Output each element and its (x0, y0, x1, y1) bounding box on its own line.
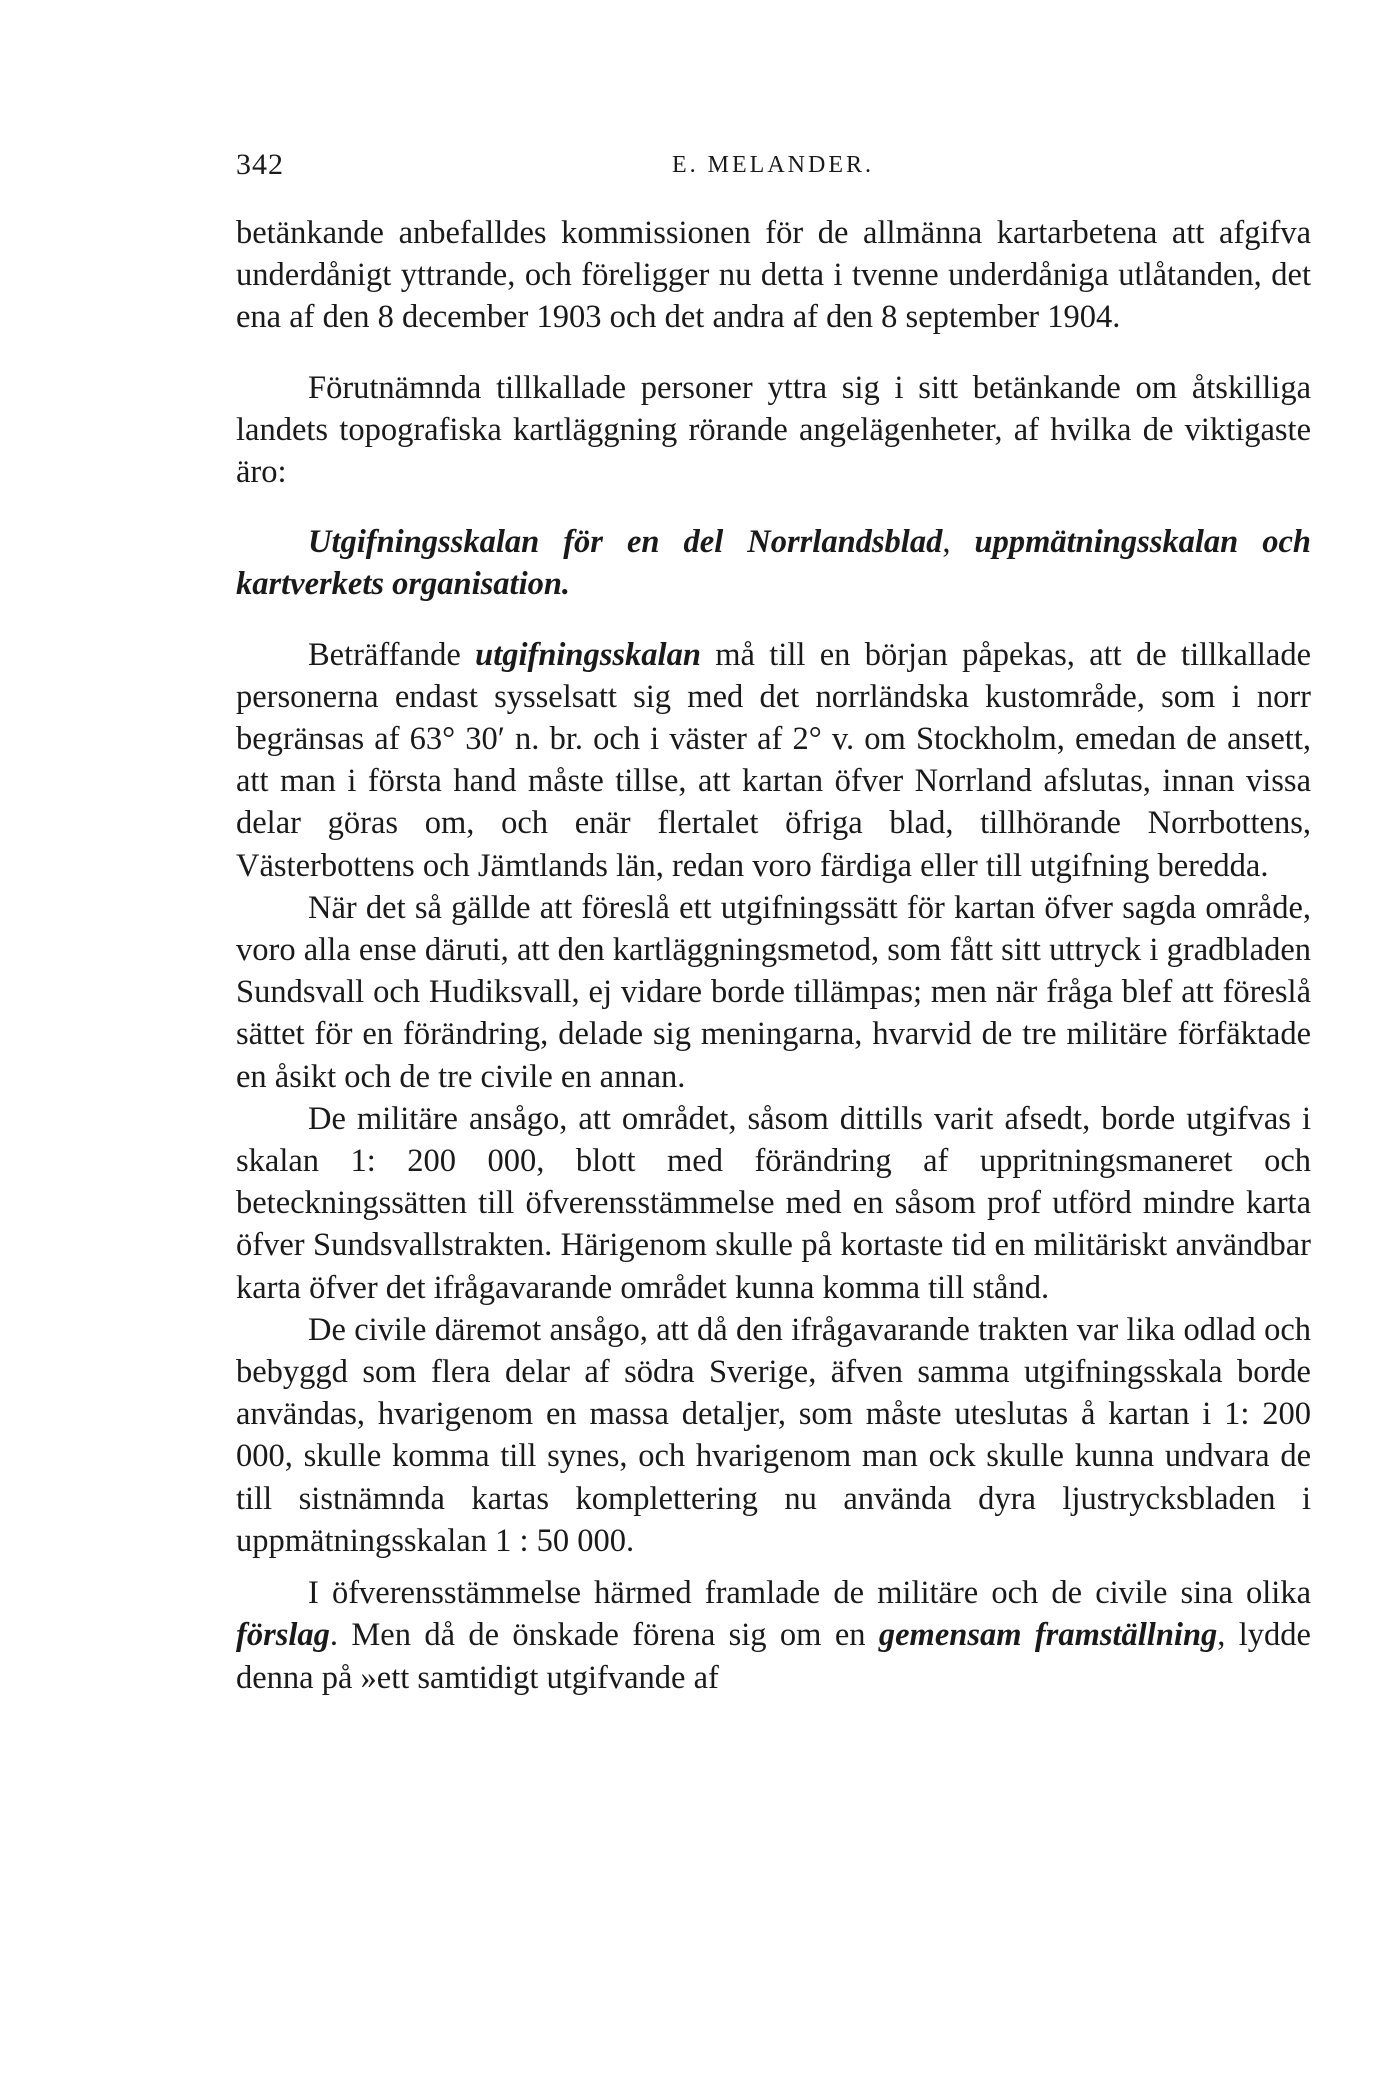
page-number: 342 (236, 148, 284, 181)
text-span: , lydde denna på »ett samtidigt utgifvande af (236, 1617, 1311, 1696)
text-span: , (942, 524, 975, 561)
italic-phrase: gemensam framställning (878, 1617, 1218, 1654)
text-span: må till en början påpekas, att de tillkallade personerna endast sysselsatt sig med det norrländska kustområde, som i norr begränsas af 63° 30′ n. br. och i väster af 2° v. om Stockholm, emedan de ansett, att man i första hand måste tillse, att kartan öfver Norrland afslutas, innan vissa delar göras om, och enär flertalet öfriga blad, tillhörande Norrbottens, Västerbottens och Jämtlands län, redan voro färdiga eller till utgifning beredda. (236, 636, 1311, 884)
text-span: I öfverensstämmelse härmed framlade de militäre och de civile sina olika (308, 1575, 1311, 1612)
paragraph-7: De civile däremot ansågo, att då den ifrågavarande trakten var lika odlad och bebyggd som flera delar af södra Sverige, äfven samma utgifningsskala borde användas, hvarigenom en massa detaljer, som måste uteslutas å kartan i 1: 200 000, skulle komma till synes, och hvarigenom man ock skulle kunna undvara de till sistnämnda kartas komplettering nu använda dyra ljustrycksbladen i uppmätningsskalan 1 : 50 000. (236, 1311, 1311, 1559)
running-head: E. MELANDER. (672, 152, 874, 178)
paragraph-4 (236, 634, 1311, 887)
page-header (236, 148, 1311, 188)
italic-phrase: utgifningsskalan (475, 636, 701, 673)
text-span: Beträffande (308, 636, 476, 673)
text-span: . Men då de önskade förena sig om en (329, 1617, 879, 1654)
body-text (236, 212, 1311, 1699)
paragraph-3-heading (236, 521, 1311, 605)
paragraph-1: betänkande anbefalldes kommissionen för de allmänna kartarbetena att afgifva underdånigt yttrande, och föreligger nu detta i tvenne underdåniga utlåtanden, det ena af den 8 december 1903 och det andra af den 8 september 1904. (236, 215, 1311, 336)
italic-phrase: Utgifningsskalan för en del Norrlandsblad (308, 524, 943, 561)
paragraph-2: Förutnämnda tillkallade personer yttra sig i sitt betänkande om åtskilliga landets topografiska kartläggning rörande angelägenheter, af hvilka de viktigaste äro: (236, 369, 1311, 491)
paragraph-5: När det så gällde att föreslå ett utgifningssätt för kartan öfver sagda område, voro alla ense däruti, att den kartläggningsmetod, som fått sitt uttryck i gradbladen Sundsvall och Hudiksvall, ej vidare borde tillämpas; men när fråga blef att föreslå sättet för en förändring, delade sig meningarna, hvarvid de tre militäre förfäktade en åsikt och de tre civile en annan. (236, 889, 1311, 1095)
paragraph-8 (236, 1572, 1311, 1699)
italic-phrase: förslag (236, 1617, 330, 1654)
paragraph-6: De militäre ansågo, att området, såsom dittills varit afsedt, borde utgifvas i skalan 1: 200 000, blott med förändring af uppritningsmaneret och beteckningssätten till öfverensstämmelse med en såsom prof utförd mindre karta öfver Sundsvallstrakten. Härigenom skulle på kortaste tid en militäriskt användbar karta öfver det ifrågavarande området kunna komma till stånd. (236, 1100, 1311, 1306)
italic-phrase: uppmätningsskalan och kartverkets organisation. (236, 524, 1312, 603)
